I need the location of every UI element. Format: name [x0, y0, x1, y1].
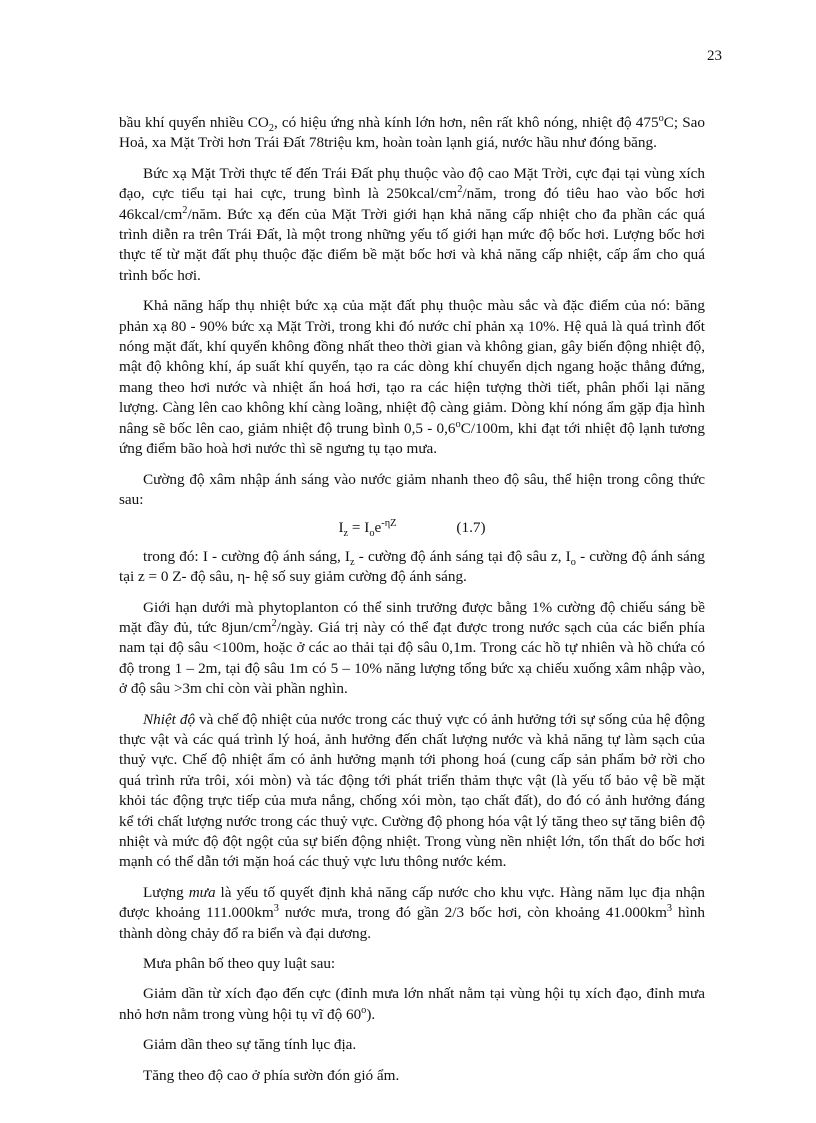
paragraph-1: bầu khí quyển nhiều $CO_2$, có hiệu ứng nhà kính lớn hơn, nên rất khô nóng, nhiệt độ 475$^o$C; Sao Hoả, xa Mặt Trời hơn Trái Đất 78triệu km, hoàn toàn lạnh giá, nước hầu như đóng băng.: [119, 112, 705, 152]
paragraph-11: Giảm dần theo sự tăng tính lục địa.: [143, 1036, 357, 1054]
page-number: 23: [707, 48, 722, 64]
paragraph-3: Khả năng hấp thụ nhiệt bức xạ của mặt đất phụ thuộc màu sắc và đặc điểm của nó: băng phản xạ 80 - 90% bức xạ Mặt Trời, trong khi đó nước chỉ phản xạ 10%. Hệ quả là quá trình đốt nóng mặt đất, khí quyển không đồng nhất theo thời gian và không gian, gây biến động nhiệt độ, mật độ không khí, áp suất khí quyển, tạo ra các dòng khí chuyển dịch ngang hoặc thẳng đứng, mang theo hơi nước và nhiệt ẩn hoá hơi, tạo ra các hiện tượng thời tiết, phân phối lại năng lượng. Càng lên cao không khí càng loãng, nhiệt độ càng giảm. Dòng khí nóng ẩm gặp địa hình nâng sẽ bốc lên cao, giảm nhiệt độ trung bình 0,5 - 0,6$^o$C/100m, khi đạt tới nhiệt độ lạnh tương ứng điểm bão hoà hơi nước thì sẽ ngưng tụ tạo mưa.: [119, 297, 705, 458]
paragraph-2: Bức xạ Mặt Trời thực tế đến Trái Đất phụ thuộc vào độ cao Mặt Trời, cực đại tại vùng xích đạo, cực tiểu tại hai cực, trung bình là $250kcal/cm^2$/năm, trong đó tiêu hao vào bốc hơi $46kcal/cm^2$/năm. Bức xạ đến của Mặt Trời giới hạn khả năng cấp nhiệt cho đa phần các quá trình diễn ra trên Trái Đất, là một trong những yếu tố giới hạn mức độ bốc hơi. Lượng bốc hơi thực tế từ mặt đất phụ thuộc đặc điểm bề mặt bốc hơi và khả năng cấp nhiệt, cấp ẩm cho quá trình bốc hơi.: [119, 164, 705, 284]
paragraph-12: Tăng theo độ cao ở phía sườn đón gió ẩm.: [143, 1066, 400, 1084]
paragraph-7: Nhiệt độ và chế độ nhiệt của nước trong các thuỷ vực có ảnh hưởng tới sự sống của hệ động thực vật và các quá trình lý hoá, ảnh hưởng đến chất lượng nước và khả năng tự làm sạch của thuỷ vực. Chế độ nhiệt ẩm có ảnh hưởng mạnh tới phong hoá (cung cấp sản phẩm bở rời cho quá trình rửa trôi, xói mòn) và tác động tới phát triển thảm thực vật (là yếu tố bảo vệ bề mặt khỏi tác động trực tiếp của mưa nắng, chống xói mòn, tạo chất đất), do đó có ảnh hưởng đáng kể tới chất lượng nước trong các thuỷ vực. Cường độ phong hóa vật lý tăng theo sự tăng biên độ nhiệt và mức độ đột ngột của sự biến động nhiệt. Trong vùng nền nhiệt lớn, tổn thất do bốc hơi mạnh có thể dẫn tới mặn hoá các thuỷ vực lưu thông nước kém.: [119, 710, 705, 871]
page-body: [119, 113, 705, 1096]
paragraph-9: Mưa phân bố theo quy luật sau:: [143, 955, 336, 973]
paragraph-5: trong đó: I - cường độ ánh sáng, $I_z$ - cường độ ánh sáng tại độ sâu z, $I_o$ - cường độ ánh sáng tại z = 0 Z- độ sâu, η- hệ số suy giảm cường độ ánh sáng.: [119, 547, 705, 586]
formula-1-7: $I_z = I_oe^{-\eta Z}$ (1.7): [338, 518, 486, 540]
paragraph-10: Giảm dần từ xích đạo đến cực (đỉnh mưa lớn nhất nằm tại vùng hội tụ xích đạo, đỉnh mưa nhỏ hơn nằm trong vùng hội tụ vĩ độ 60$^o$).: [119, 985, 705, 1023]
paragraph-6: Giới hạn dưới mà phytoplanton có thể sinh trưởng được bằng 1% cường độ chiếu sáng bề mặt đầy đủ, tức $8jun/cm^2$/ngày. Giá trị này có thể đạt được trong nước sạch của các biển phía nam tại độ sâu <100m, hoặc ở các ao thải tại độ sâu 0,1m. Trong các hồ tự nhiên và hồ chứa có độ trong 1 – 2m, tại độ sâu 1m có 5 – 10% năng lượng tổng bức xạ chiếu xuống xâm nhập vào, ở độ sâu >3m chỉ còn vài phần nghìn.: [119, 598, 706, 698]
paragraph-8: Lượng mưa là yếu tố quyết định khả năng cấp nước cho khu vực. Hàng năm lục địa nhận được khoảng $111.000km^3$ nước mưa, trong đó gần 2/3 bốc hơi, còn khoảng $41.000km^3$ hình thành dòng chảy đổ ra biển và đại dương.: [119, 883, 705, 942]
equation-number: (1.7): [456, 519, 486, 537]
paragraph-4: Cường độ xâm nhập ánh sáng vào nước giảm nhanh theo độ sâu, thể hiện trong công thức sau:: [119, 470, 705, 508]
